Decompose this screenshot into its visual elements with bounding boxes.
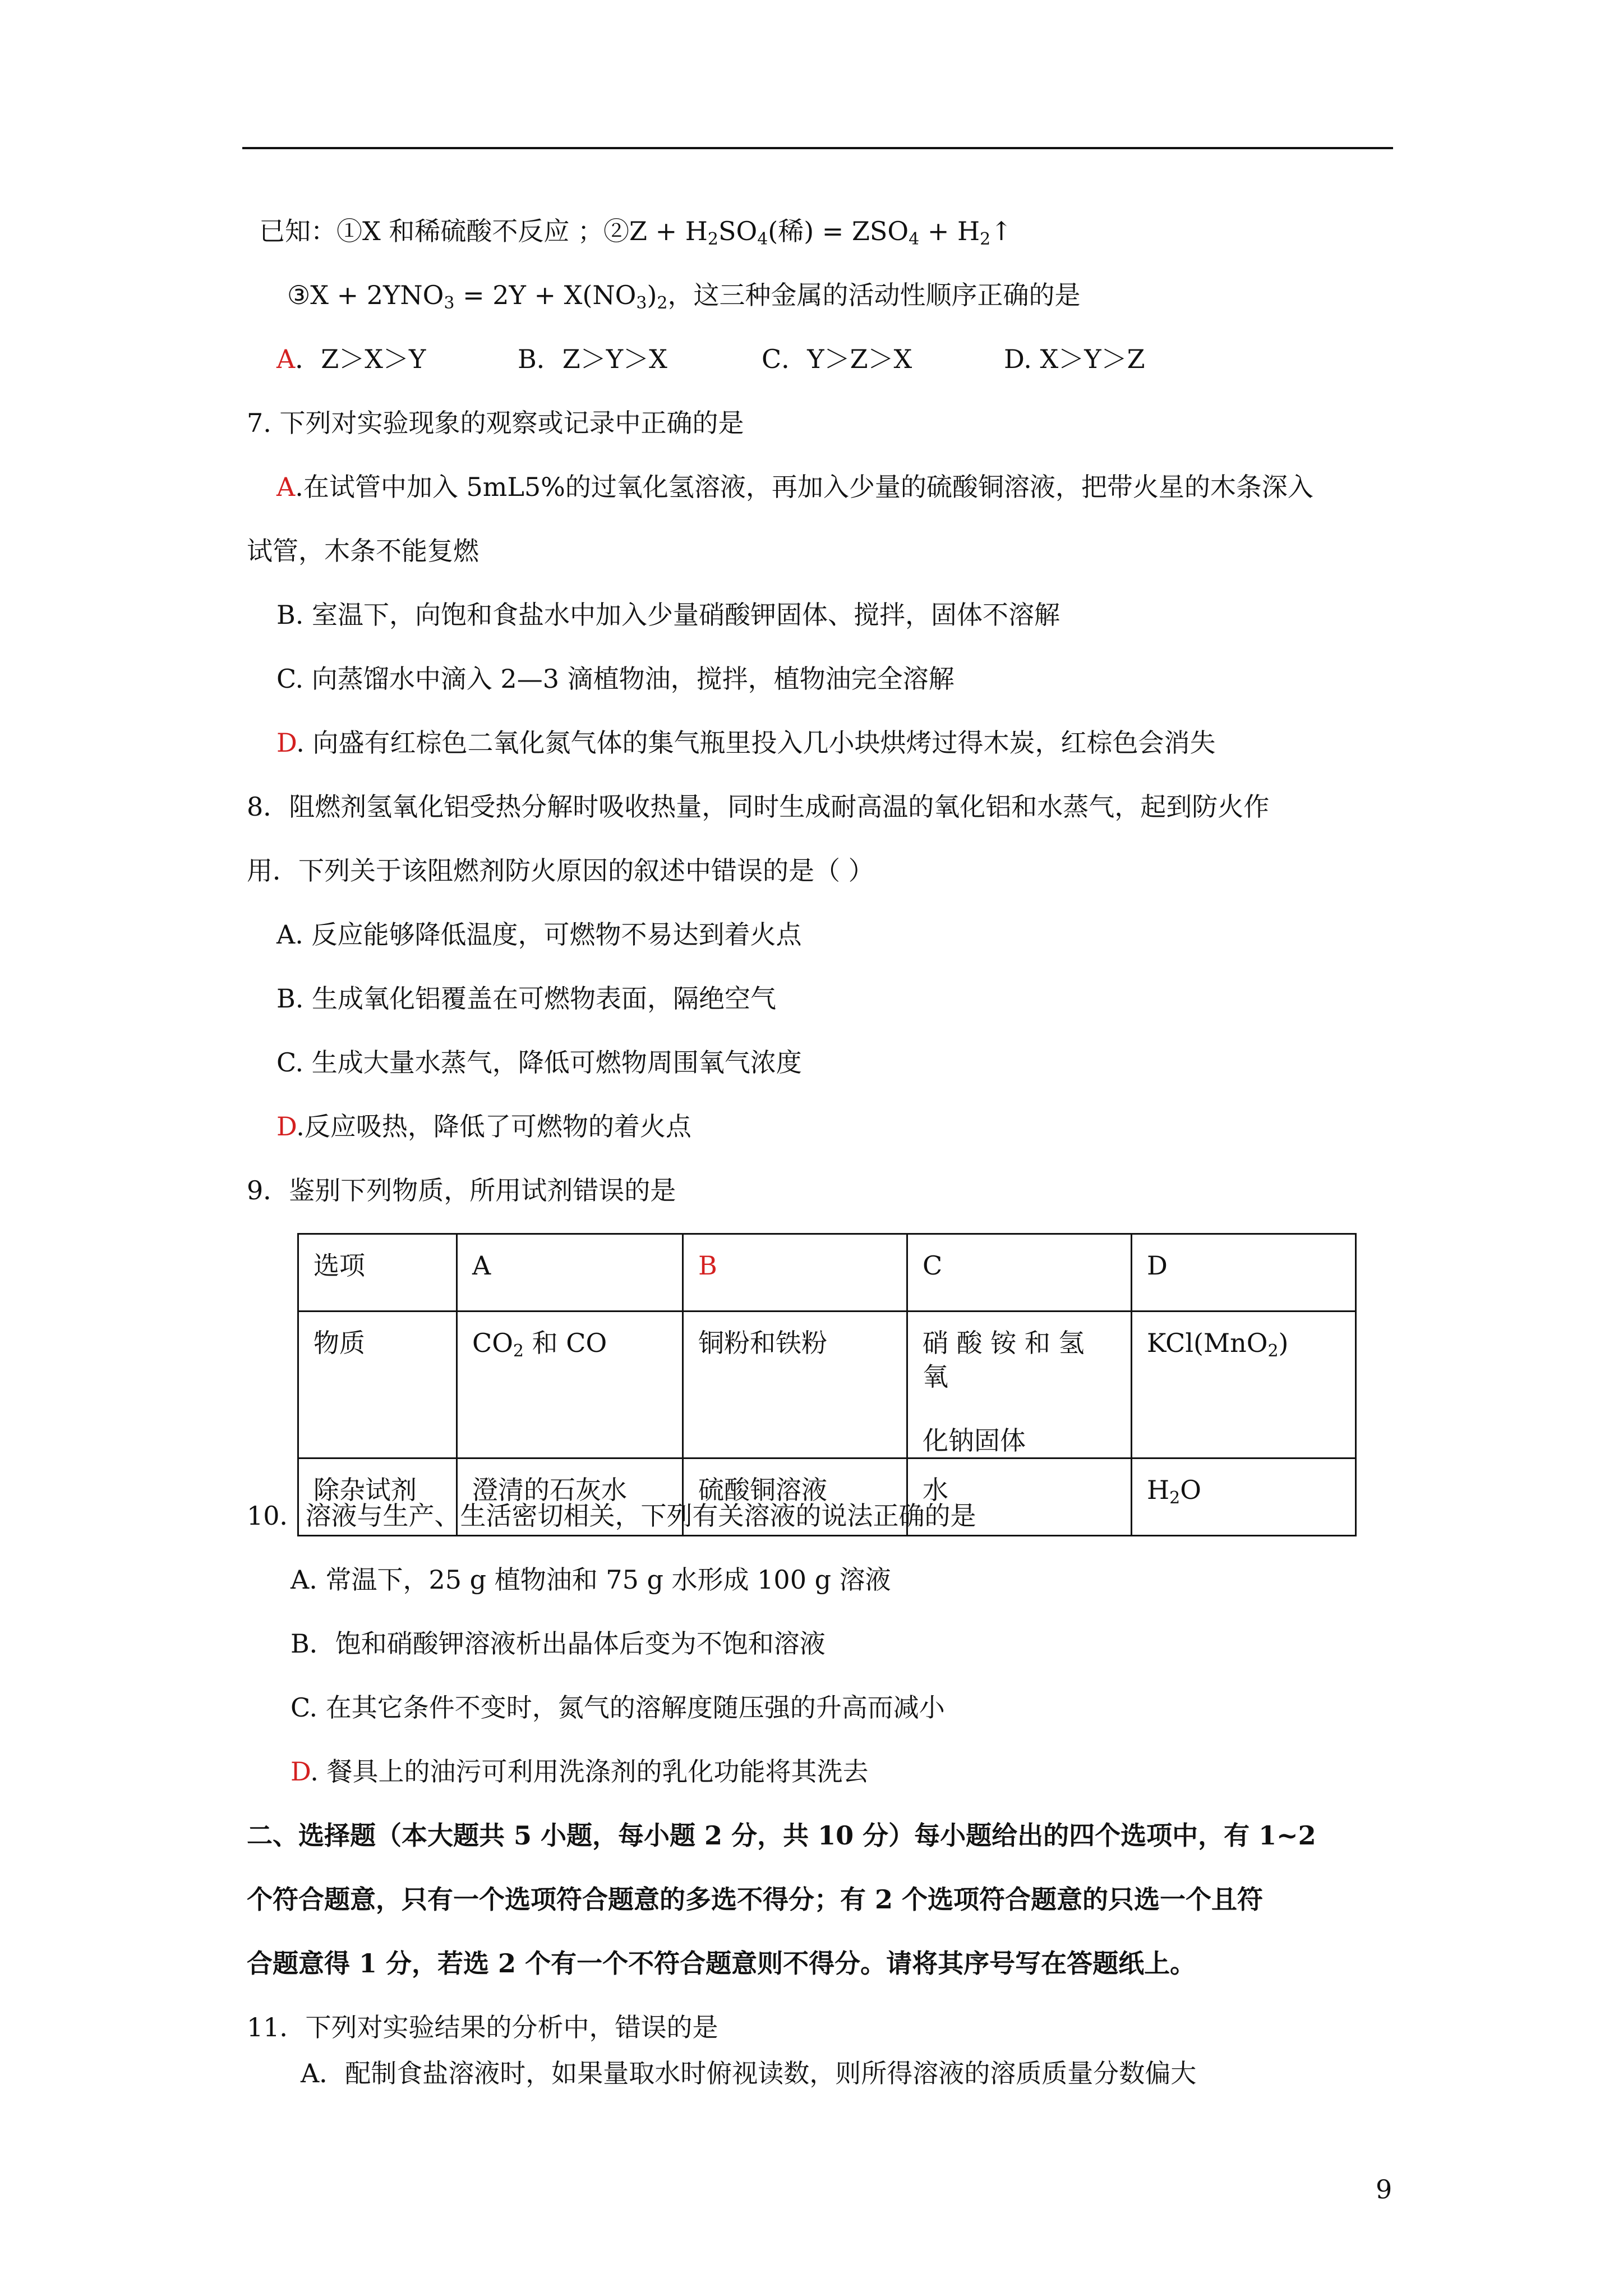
table-cell: 硝 酸 铵 和 氢 氧 化钠固体 (907, 1312, 1132, 1458)
q6-option-c: C．Y＞Z＞X (762, 344, 912, 374)
table-cell: 除杂试剂 (298, 1458, 457, 1536)
q8-option-b: B. 生成氧化铝覆盖在可燃物表面，隔绝空气 (276, 983, 777, 1014)
q9-table (297, 1233, 1357, 1536)
table-cell: B (683, 1234, 907, 1312)
q6-option-d: D. X＞Y＞Z (1004, 344, 1145, 374)
q10-stem: 10．溶液与生产、生活密切相关，下列有关溶液的说法正确的是 (247, 1501, 976, 1531)
table-cell: $H_2O$ (1132, 1458, 1356, 1536)
q7-stem: 7. 下列对实验现象的观察或记录中正确的是 (247, 408, 744, 438)
q11-option-a: A．配制食盐溶液时，如果量取水时俯视读数，则所得溶液的溶质质量分数偏大 (301, 2058, 1197, 2088)
page-number: 9 (1376, 2174, 1393, 2205)
q10-option-a: A. 常温下，25 g 植物油和 75 g 水形成 100 g 溶液 (291, 1565, 891, 1595)
q8-option-a: A. 反应能够降低温度，可燃物不易达到着火点 (276, 919, 802, 950)
q6-options (276, 342, 1145, 376)
table-row (298, 1234, 1356, 1312)
table-cell: 澄清的石灰水 (457, 1458, 683, 1536)
q7-option-b: B. 室温下，向饱和食盐水中加入少量硝酸钾固体、搅拌，固体不溶解 (276, 600, 1061, 630)
q8-option-c: C. 生成大量水蒸气，降低可燃物周围氧气浓度 (276, 1047, 802, 1078)
table-row (298, 1312, 1356, 1458)
table-cell: 水 (907, 1458, 1132, 1536)
q10-option-b: B．饱和硝酸钾溶液析出晶体后变为不饱和溶液 (291, 1628, 826, 1659)
q6-option-b: B．Z＞Y＞X (518, 344, 667, 374)
q10-option-d: D. 餐具上的油污可利用洗涤剂的乳化功能将其洗去 (291, 1756, 869, 1787)
section2-instructions-line2: 个符合题意，只有一个选项符合题意的多选不得分；有 2 个选项符合题意的只选一个且符 (247, 1884, 1264, 1915)
table-cell: 选项 (298, 1234, 457, 1312)
q10-option-c: C. 在其它条件不变时，氮气的溶解度随压强的升高而减小 (291, 1692, 945, 1723)
q6-option-a: A．Z＞X＞Y (276, 344, 426, 374)
q11-stem: 11．下列对实验结果的分析中，错误的是 (247, 2012, 718, 2042)
q8-option-d: D.反应吸热，降低了可燃物的着火点 (276, 1111, 691, 1142)
q7-option-d: D. 向盛有红棕色二氧化氮气体的集气瓶里投入几小块烘烤过得木炭，红棕色会消失 (276, 728, 1216, 758)
section2-instructions-line3: 合题意得 1 分，若选 2 个有一个不符合题意则不得分。请将其序号写在答题纸上。 (247, 1948, 1196, 1978)
section2-instructions-line1: 二、选择题（本大题共 5 小题，每小题 2 分，共 10 分）每小题给出的四个选项中，有 1~2 (247, 1820, 1316, 1851)
table-cell: 物质 (298, 1312, 457, 1458)
q7-option-a: A.在试管中加入 5mL5%的过氧化氢溶液，再加入少量的硫酸铜溶液，把带火星的木条深入 (276, 472, 1313, 502)
q6-reaction-line: ③X + $2YNO_3 = 2Y + X(NO_3)_2$，这三种金属的活动性顺序正确的是 (287, 280, 1081, 313)
q7-option-c: C. 向蒸馏水中滴入 2—3 滴植物油，搅拌，植物油完全溶解 (276, 664, 955, 694)
q7-option-a-cont: 试管，木条不能复燃 (247, 536, 479, 566)
q6-known-line: 已知：①X 和稀硫酸不反应 ；②Z + $H_2SO_4$(稀) = $ZSO_4$ + $H_2↑$ (259, 216, 1012, 249)
table-cell: 铜粉和铁粉 (683, 1312, 907, 1458)
table-cell: A (457, 1234, 683, 1312)
header-rule (242, 147, 1393, 149)
q8-stem-line1: 8．阻燃剂氢氧化铝受热分解时吸收热量，同时生成耐高温的氧化铝和水蒸气，起到防火作 (247, 792, 1270, 822)
q8-stem-line2: 用．下列关于该阻燃剂防火原因的叙述中错误的是（ ） (247, 855, 874, 886)
table-cell: $CO_2$ 和 CO (457, 1312, 683, 1458)
table-cell: C (907, 1234, 1132, 1312)
table-cell: D (1132, 1234, 1356, 1312)
table-cell: 硫酸铜溶液 (683, 1458, 907, 1536)
table-cell: KCl(MnO$_2$) (1132, 1312, 1356, 1458)
gas-arrow: ↑ (990, 216, 1012, 246)
q9-stem: 9．鉴别下列物质，所用试剂错误的是 (247, 1175, 676, 1205)
